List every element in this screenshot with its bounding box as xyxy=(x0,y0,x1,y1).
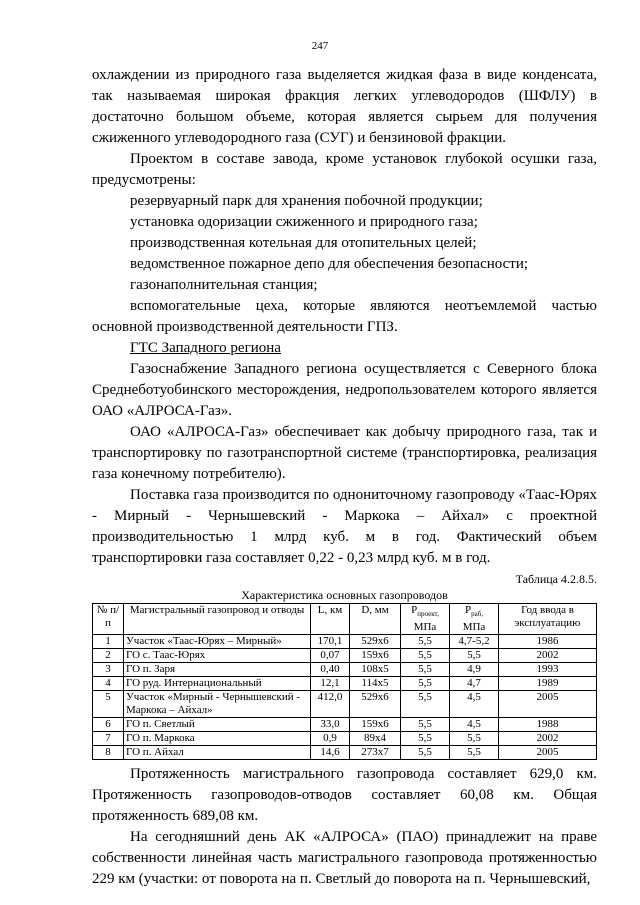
cell-diameter: 89х4 xyxy=(350,732,401,746)
paragraph: Протяженность магистрального газопровода составляет 629,0 км. Протяженность газопроводов-отводов составляет 60,08 км. Общая протяженность 689,08 км. xyxy=(92,766,597,825)
cell-p-proj: 5,5 xyxy=(401,649,450,663)
pipelines-table xyxy=(92,603,597,760)
paragraph: На сегодняшний день АК «АЛРОСА» (ПАО) принадлежит на праве собственности линейная часть магистрального газопровода протяженностью 229 км (участки: от поворота на п. Светлый до поворота на п. Чернышевский, xyxy=(92,829,597,888)
cell-p-work: 5,5 xyxy=(450,649,499,663)
cell-p-work: 4,7-5,2 xyxy=(450,635,499,649)
cell-num: 1 xyxy=(93,635,124,649)
facility-list xyxy=(92,191,597,338)
cell-length: 412,0 xyxy=(311,691,350,718)
cell-name: ГО с. Таас-Юрях xyxy=(124,649,311,663)
cell-length: 170,1 xyxy=(311,635,350,649)
cell-num: 7 xyxy=(93,732,124,746)
table-row xyxy=(93,677,597,691)
list-item: производственная котельная для отопительных целей; xyxy=(130,235,477,251)
cell-diameter: 273х7 xyxy=(350,746,401,760)
table-row xyxy=(93,649,597,663)
cell-year: 1993 xyxy=(499,663,597,677)
cell-num: 8 xyxy=(93,746,124,760)
cell-name: Участок «Мирный - Чернышевский - Маркока – Айхал» xyxy=(124,691,311,718)
cell-length: 0,40 xyxy=(311,663,350,677)
cell-p-proj: 5,5 xyxy=(401,691,450,718)
cell-year: 2002 xyxy=(499,649,597,663)
cell-p-proj: 5,5 xyxy=(401,746,450,760)
page-number: 247 xyxy=(311,40,329,52)
cell-p-work: 5,5 xyxy=(450,746,499,760)
cell-p-proj: 5,5 xyxy=(401,663,450,677)
cell-p-work: 4,9 xyxy=(450,663,499,677)
cell-num: 4 xyxy=(93,677,124,691)
list-item: вспомогательные цеха, которые являются неотъемлемой частью основной производственной деятельности ГПЗ. xyxy=(92,298,597,335)
table-row xyxy=(93,718,597,732)
page-content xyxy=(92,65,597,890)
cell-diameter: 108х5 xyxy=(350,663,401,677)
col-header-diameter: D, мм xyxy=(350,604,401,635)
cell-p-work: 4,5 xyxy=(450,691,499,718)
section-heading: ГТС Западного региона xyxy=(130,340,281,356)
table-row xyxy=(93,663,597,677)
table-row xyxy=(93,691,597,718)
paragraph: ОАО «АЛРОСА-Газ» обеспечивает как добычу природного газа, так и транспортировку по газотранспортной системе (транспортировка, реализация газа конечному потребителю). xyxy=(92,424,597,482)
cell-diameter: 114х5 xyxy=(350,677,401,691)
col-header-year: Год ввода в эксплуатацию xyxy=(499,604,597,635)
cell-num: 3 xyxy=(93,663,124,677)
cell-year: 1989 xyxy=(499,677,597,691)
table-caption: Таблица 4.2.8.5. xyxy=(515,572,597,586)
cell-length: 33,0 xyxy=(311,718,350,732)
cell-p-work: 4,7 xyxy=(450,677,499,691)
cell-length: 0,9 xyxy=(311,732,350,746)
table-row xyxy=(93,732,597,746)
cell-year: 1988 xyxy=(499,718,597,732)
cell-name: ГО п. Заря xyxy=(124,663,311,677)
list-item: ведомственное пожарное депо для обеспечения безопасности; xyxy=(130,256,529,272)
col-header-p-proj: $P_{проект,}$ МПа xyxy=(401,604,450,635)
paragraph: Газоснабжение Западного региона осуществляется с Северного блока Среднеботуобинского месторождения, недропользователем которого является ОАО «АЛРОСА-Газ». xyxy=(92,361,597,419)
cell-year: 2005 xyxy=(499,746,597,760)
cell-p-proj: 5,5 xyxy=(401,718,450,732)
cell-p-proj: 5,5 xyxy=(401,635,450,649)
cell-year: 1986 xyxy=(499,635,597,649)
cell-diameter: 529х6 xyxy=(350,691,401,718)
paragraph: Поставка газа производится по однониточному газопроводу «Таас-Юрях - Мирный - Чернышевский - Маркока – Айхал» с проектной производительностью 1 млрд куб. м в год. Фактический объем транспортировки газа составляет 0,22 - 0,23 млрд куб. м в год. xyxy=(92,487,597,566)
cell-num: 6 xyxy=(93,718,124,732)
cell-name: ГО п. Маркока xyxy=(124,732,311,746)
cell-name: ГО руд. Интернациональный xyxy=(124,677,311,691)
cell-year: 2005 xyxy=(499,691,597,718)
cell-p-work: 5,5 xyxy=(450,732,499,746)
table-row xyxy=(93,635,597,649)
cell-length: 14,6 xyxy=(311,746,350,760)
paragraph: охлаждении из природного газа выделяется жидкая фаза в виде конденсата, так называемая широкая фракция легких углеводородов (ШФЛУ) в достаточно большом объеме, которая является сырьем для получения сжиженного углеводородного газа (СУГ) и бензиновой фракции. xyxy=(92,67,597,146)
table-header-row xyxy=(93,604,597,635)
cell-p-proj: 5,5 xyxy=(401,677,450,691)
paragraph: Проектом в составе завода, кроме установок глубокой осушки газа, предусмотрены: xyxy=(92,151,597,188)
cell-length: 12,1 xyxy=(311,677,350,691)
col-header-p-work: $P_{раб,}$ МПа xyxy=(450,604,499,635)
list-item: установка одоризации сжиженного и природного газа; xyxy=(130,214,478,230)
cell-diameter: 159х6 xyxy=(350,649,401,663)
cell-name: ГО п. Светлый xyxy=(124,718,311,732)
col-header-length: L, км xyxy=(311,604,350,635)
cell-name: ГО п. Айхал xyxy=(124,746,311,760)
cell-diameter: 529х6 xyxy=(350,635,401,649)
col-header-num: № п/п xyxy=(93,604,124,635)
col-header-name: Магистральный газопровод и отводы xyxy=(124,604,311,635)
cell-length: 0,07 xyxy=(311,649,350,663)
list-item: резервуарный парк для хранения побочной продукции; xyxy=(130,193,483,209)
table-row xyxy=(93,746,597,760)
cell-num: 2 xyxy=(93,649,124,663)
cell-name: Участок «Таас-Юрях – Мирный» xyxy=(124,635,311,649)
table-title: Характеристика основных газопроводов xyxy=(241,588,448,602)
cell-diameter: 159х6 xyxy=(350,718,401,732)
cell-num: 5 xyxy=(93,691,124,718)
cell-year: 2002 xyxy=(499,732,597,746)
list-item: газонаполнительная станция; xyxy=(130,277,318,293)
cell-p-proj: 5,5 xyxy=(401,732,450,746)
cell-p-work: 4,5 xyxy=(450,718,499,732)
